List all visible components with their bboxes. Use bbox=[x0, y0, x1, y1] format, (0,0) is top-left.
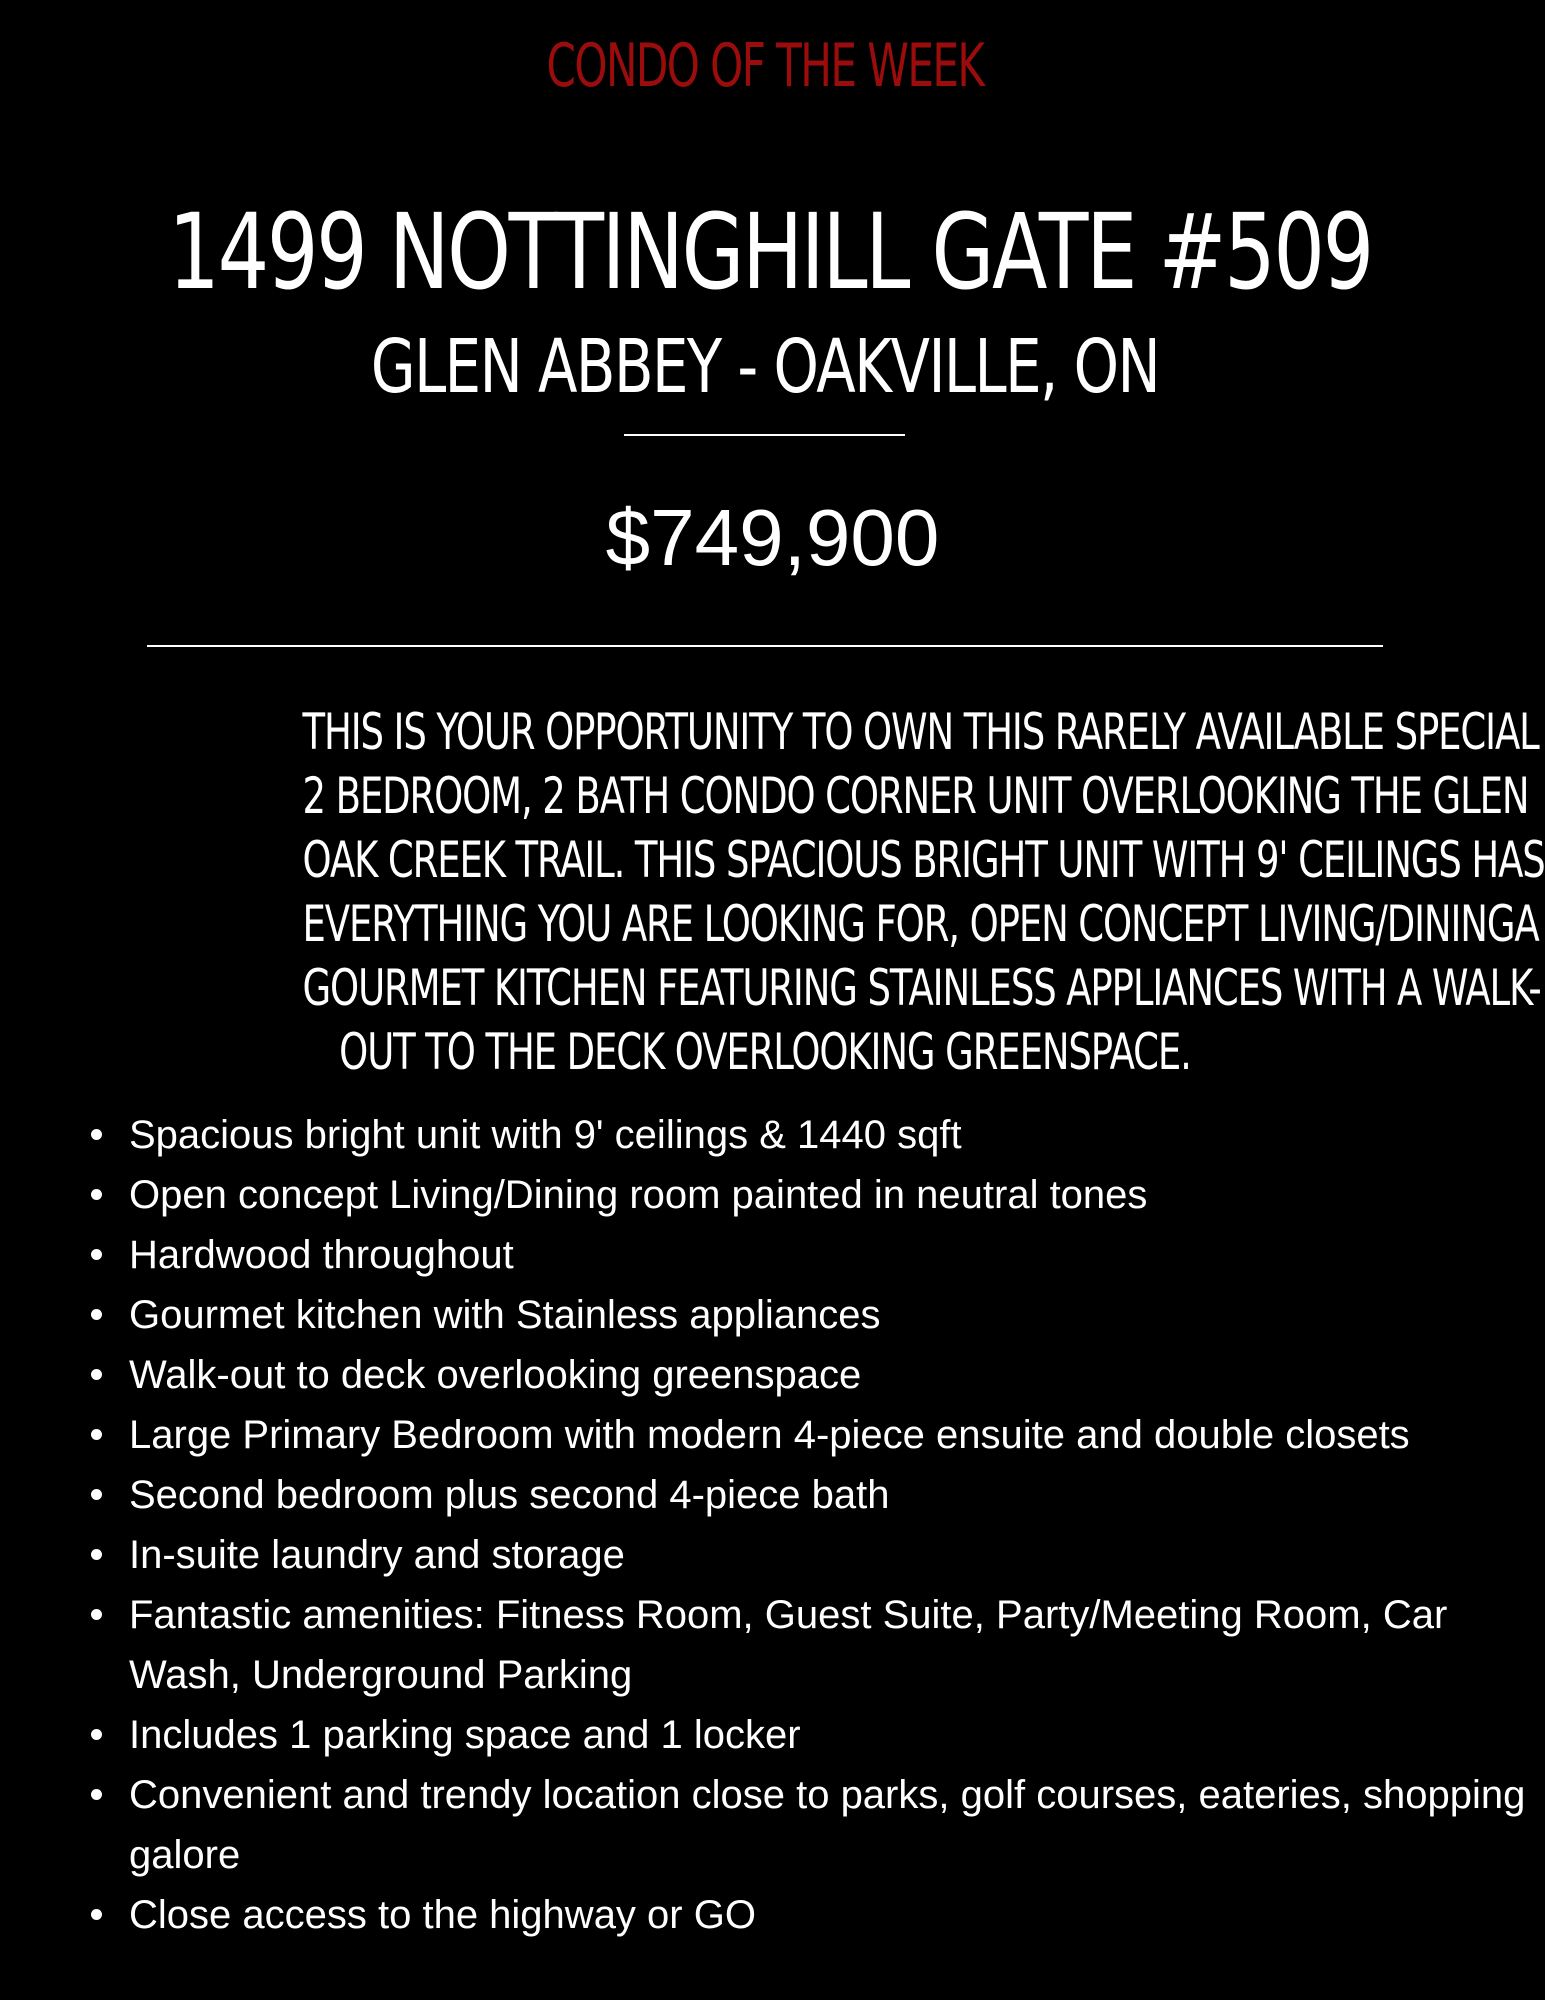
feature-text: In-suite laundry and storage bbox=[129, 1533, 625, 1577]
bullet-icon bbox=[91, 1189, 102, 1200]
feature-item bbox=[84, 1405, 1534, 1465]
feature-item bbox=[84, 1345, 1534, 1405]
feature-text: Walk-out to deck overlooking greenspace bbox=[129, 1353, 862, 1397]
feature-list bbox=[84, 1105, 1534, 1945]
short-divider bbox=[624, 434, 905, 436]
bullet-icon bbox=[91, 1429, 102, 1440]
bullet-icon bbox=[91, 1549, 102, 1560]
feature-text: Large Primary Bedroom with modern 4-piece ensuite and double closets bbox=[129, 1413, 1410, 1457]
feature-text: Open concept Living/Dining room painted in neutral tones bbox=[129, 1173, 1148, 1217]
feature-text: Includes 1 parking space and 1 locker bbox=[129, 1713, 801, 1757]
feature-text: Spacious bright unit with 9' ceilings & 1440 sqft bbox=[129, 1113, 962, 1157]
bullet-icon bbox=[91, 1489, 102, 1500]
description-line: OAK CREEK TRAIL. THIS SPACIOUS BRIGHT UNIT WITH 9' CEILINGS HAS bbox=[302, 831, 1545, 889]
bullet-icon bbox=[91, 1309, 102, 1320]
description-line: OUT TO THE DECK OVERLOOKING GREENSPACE. bbox=[339, 1023, 1191, 1081]
bullet-icon bbox=[91, 1909, 102, 1920]
feature-item bbox=[84, 1465, 1534, 1525]
bullet-icon bbox=[91, 1609, 102, 1620]
feature-text: Close access to the highway or GO bbox=[129, 1893, 756, 1937]
listing-price: $749,900 bbox=[605, 493, 940, 582]
eyebrow-title: CONDO OF THE WEEK bbox=[546, 31, 984, 101]
feature-text: Fantastic amenities: Fitness Room, Guest Suite, Party/Meeting Room, Car Wash, Underground Parking bbox=[129, 1593, 1448, 1697]
description-line: EVERYTHING YOU ARE LOOKING FOR, OPEN CONCEPT LIVING/DININGA bbox=[302, 895, 1539, 953]
bullet-icon bbox=[91, 1249, 102, 1260]
feature-item bbox=[84, 1225, 1534, 1285]
feature-text: Convenient and trendy location close to parks, golf courses, eateries, shopping galore bbox=[129, 1773, 1526, 1877]
property-description bbox=[140, 700, 1545, 1084]
description-line: GOURMET KITCHEN FEATURING STAINLESS APPLIANCES WITH A WALK- bbox=[302, 959, 1541, 1017]
property-address: 1499 NOTTINGHILL GATE #509 bbox=[168, 191, 1372, 313]
long-divider bbox=[147, 645, 1383, 647]
feature-item bbox=[84, 1585, 1534, 1705]
bullet-icon bbox=[91, 1789, 102, 1800]
feature-item bbox=[84, 1285, 1534, 1345]
feature-item bbox=[84, 1165, 1534, 1225]
description-line: 2 BEDROOM, 2 BATH CONDO CORNER UNIT OVERLOOKING THE GLEN bbox=[302, 767, 1529, 825]
description-line: THIS IS YOUR OPPORTUNITY TO OWN THIS RARELY AVAILABLE SPECIAL bbox=[302, 703, 1539, 761]
feature-item bbox=[84, 1765, 1534, 1885]
feature-item bbox=[84, 1525, 1534, 1585]
feature-item bbox=[84, 1885, 1534, 1945]
bullet-icon bbox=[91, 1369, 102, 1380]
property-location: GLEN ABBEY - OAKVILLE, ON bbox=[370, 324, 1160, 410]
feature-item bbox=[84, 1105, 1534, 1165]
feature-text: Second bedroom plus second 4-piece bath bbox=[129, 1473, 890, 1517]
bullet-icon bbox=[91, 1129, 102, 1140]
feature-text: Gourmet kitchen with Stainless appliances bbox=[129, 1293, 881, 1337]
bullet-icon bbox=[91, 1729, 102, 1740]
feature-item bbox=[84, 1705, 1534, 1765]
feature-text: Hardwood throughout bbox=[129, 1233, 514, 1277]
